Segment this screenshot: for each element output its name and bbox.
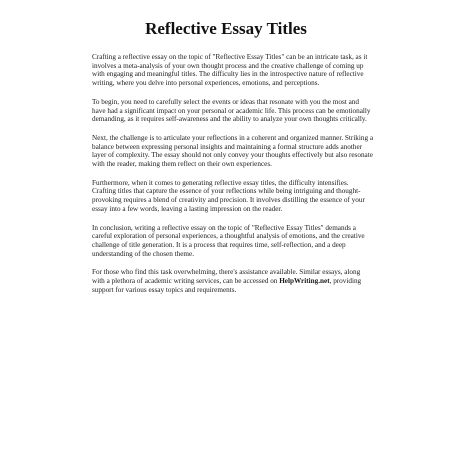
document-title: Reflective Essay Titles: [145, 19, 307, 38]
paragraph-titles: Furthermore, when it comes to generating reflective essay titles, the difficulty intensifies. Crafting titles that capture the essence of your reflections while being intriguing and thought-provoking requires a blend of creativity and precision. It involves distilling the essence of your essay into a few words, leaving a lasting impression on the reader.: [92, 178, 365, 213]
paragraph-articulation: Next, the challenge is to articulate your reflections in a coherent and organized manner. Striking a balance between expressing personal insights and maintaining a formal structure adds another layer of complexity. The essay should not only convey your thoughts effectively but also resonate with the reader, making them reflect on their own experiences.: [92, 133, 374, 169]
paragraph-assistance: [92, 268, 374, 294]
assistance-text-after: , providing support for various essay topics and requirements.: [92, 277, 362, 294]
paragraph-selection: To begin, you need to carefully select the events or ideas that resonate with you the most and have had a significant impact on your personal or academic life. This process can be emotionally demanding, as it requires self-awareness and the ability to analyze your own thoughts critically.: [92, 97, 371, 124]
paragraph-intro: Crafting a reflective essay on the topic of "Reflective Essay Titles" can be an intricate task, as it involves a meta-analysis of your own thought process and the creative challenge of coming up with engaging and meaningful titles. The difficulty lies in the introspective nature of reflective writing, where you delve into personal experiences, emotions, and perceptions.: [92, 53, 368, 88]
paragraph-conclusion: In conclusion, writing a reflective essay on the topic of "Reflective Essay Titles" demands a careful exploration of personal experiences, a thoughtful analysis of emotions, and the creative challenge of title generation. It is a process that requires time, self-reflection, and a deep understanding of the chosen theme.: [92, 223, 365, 258]
helpwriting-link[interactable]: HelpWriting.net: [279, 277, 330, 286]
assistance-text-before: For those who find this task overwhelming, there's assistance available. Similar essays, along with a plethora of academic writing services, can be accessed on: [92, 268, 361, 286]
document-body: [92, 53, 374, 304]
